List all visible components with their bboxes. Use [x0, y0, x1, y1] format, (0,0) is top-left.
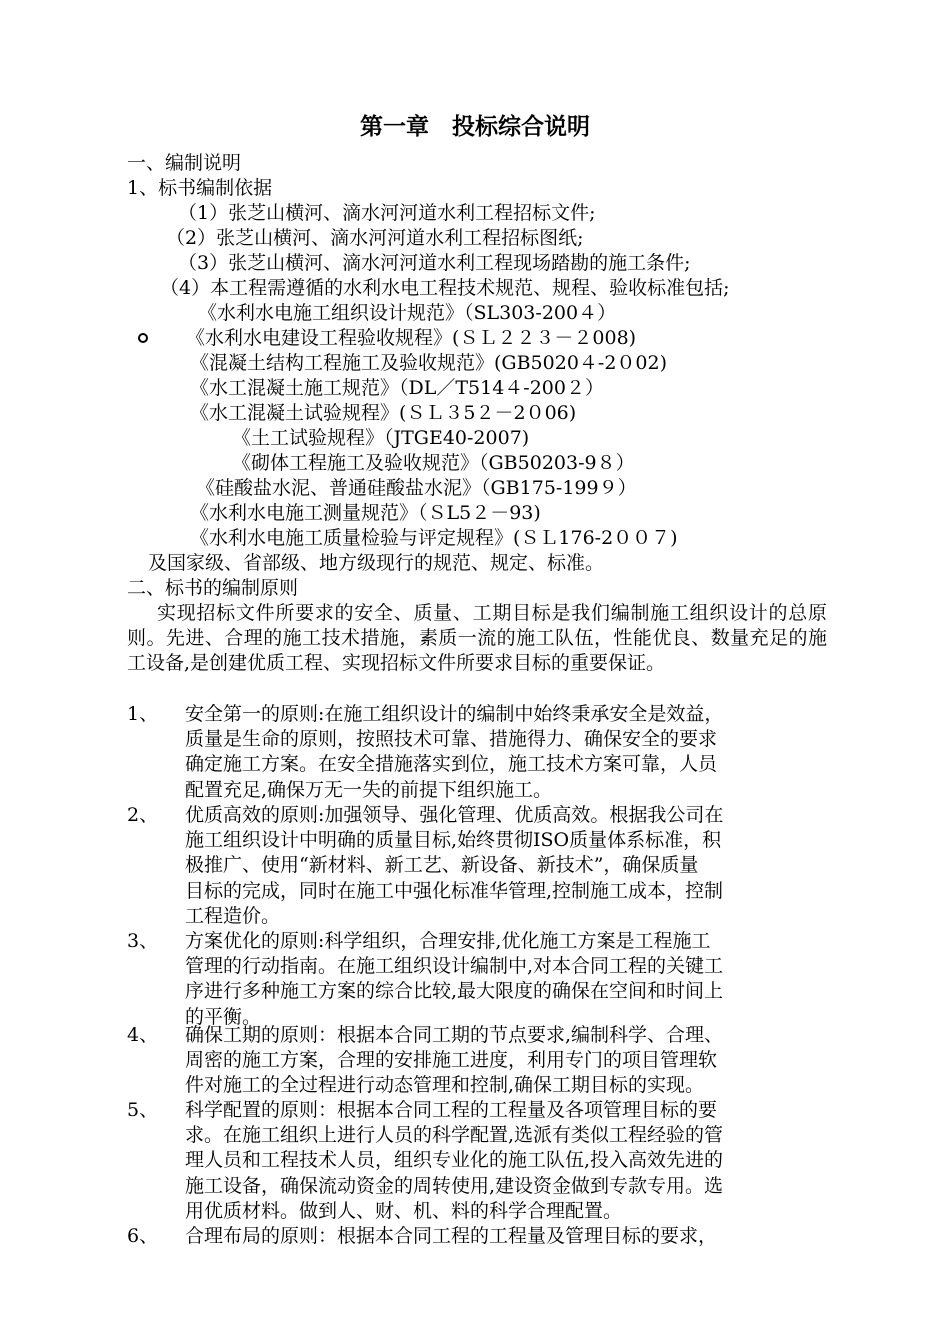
basis-item: （1）张芝山横河、滴水河河道水利工程招标文件; [178, 202, 596, 224]
principle-number: 1、 [127, 703, 159, 725]
basis-item: （4）本工程需遵循的水利水电工程技术规范、规程、验收标准包括; [160, 277, 730, 299]
standard-item: 《水利水电施工测量规范》（ＳL5２－93) [190, 502, 541, 524]
section-heading-compilation-notes: 一、编制说明 [127, 152, 242, 174]
standard-item: 《砌体工程施工及验收规范》（GB50203-9８） [232, 452, 635, 474]
standards-tail: 及国家级、省部级、地方级现行的规范、规定、标准。 [148, 552, 605, 574]
principle-text: 科学配置的原则：根据本合同工程的工程量及各项管理目标的要 求。在施工组织上进行人员的科学配置,选派有类似工程经验的管 理人员和工程技术人员，组织专业化的施工队伍,投入高效先进的 施工设备，确保流动资金的周转使用,建设资金做到专款专用。选 用优质材料。做到人、财、机、料的科学合理配置。 [185, 1099, 724, 1222]
principle-number: 2、 [127, 804, 159, 826]
standard-item: 《硅酸盐水泥、普通硅酸盐水泥》（GB175-199９） [196, 477, 637, 499]
basis-item: （3）张芝山横河、滴水河河道水利工程现场踏勘的施工条件; [178, 252, 691, 274]
principle-number: 4、 [127, 1024, 159, 1046]
standard-item: 《水工混凝土施工规范》（DL／T514４-200２） [190, 377, 604, 399]
bullet-circle-icon [138, 333, 148, 343]
standard-item: 《土工试验规程》（JTGE40-2007) [232, 427, 530, 449]
principle-number: 5、 [127, 1099, 159, 1121]
principle-number: 3、 [127, 930, 159, 952]
principle-text: 安全第一的原则:在施工组织设计的编制中始终秉承安全是效益， 质量是生命的原则，按照技术可靠、措施得力、确保安全的要求 确定施工方案。在安全措施落实到位，施工技术方案可靠，人员 配置充足,确保万无一失的前提下组织施工。 [185, 703, 724, 801]
principle-text: 优质高效的原则:加强领导、强化管理、优质高效。根据我公司在 施工组织设计中明确的质量目标,始终贯彻ISO质量体系标准，积 极推广、使用“新材料、新工艺、新设备、新技术”，确保质量 目标的完成，同时在施工中强化标准华管理,控制施工成本，控制 工程造价。 [185, 804, 724, 927]
standard-item: 《混凝土结构工程施工及验收规范》(GB5020４-2０02) [190, 352, 668, 374]
principle-text: 确保工期的原则：根据本合同工期的节点要求,编制科学、合理、 周密的施工方案，合理的安排施工进度，利用专门的项目管理软 件对施工的全过程进行动态管理和控制,确保工期目标的实现。 [185, 1024, 724, 1097]
page-title: 第一章 投标综合说明 [360, 114, 590, 140]
standard-item: 《水利水电施工组织设计规范》（SL303-200４） [198, 302, 617, 324]
standard-item: 《水工混凝土试验规程》(ＳＬ３5２－2０06) [190, 402, 577, 424]
basis-item: （2）张芝山横河、滴水河河道水利工程招标图纸; [166, 227, 584, 249]
subsection-heading-basis: 1、标书编制依据 [127, 177, 273, 199]
standard-item: 《水利水电施工质量检验与评定规程》(ＳＬ176-2００７) [190, 527, 678, 549]
principle-text: 合理布局的原则：根据本合同工程的工程量及管理目标的要求， [185, 1225, 718, 1247]
intro-paragraph: 实现招标文件所要求的安全、质量、工期目标是我们编制施工组织设计的总原则。先进、合理的施工技术措施，素质一流的施工队伍，性能优良、数量充足的施工设备,是创建优质工程、实现招标文件所要求目标的重要保证。 [127, 602, 827, 675]
standard-item: 《水利水电建设工程验收规程》(ＳＬ２２３－２008) [186, 327, 637, 349]
principle-number: 6、 [127, 1225, 159, 1247]
principle-text: 方案优化的原则:科学组织，合理安排,优化施工方案是工程施工 管理的行动指南。在施工组织设计编制中,对本合同工程的关键工 序进行多种施工方案的综合比较,最大限度的确保在空间和时间上 的平衡。 [185, 930, 724, 1028]
section-heading-principles: 二、标书的编制原则 [127, 577, 299, 599]
